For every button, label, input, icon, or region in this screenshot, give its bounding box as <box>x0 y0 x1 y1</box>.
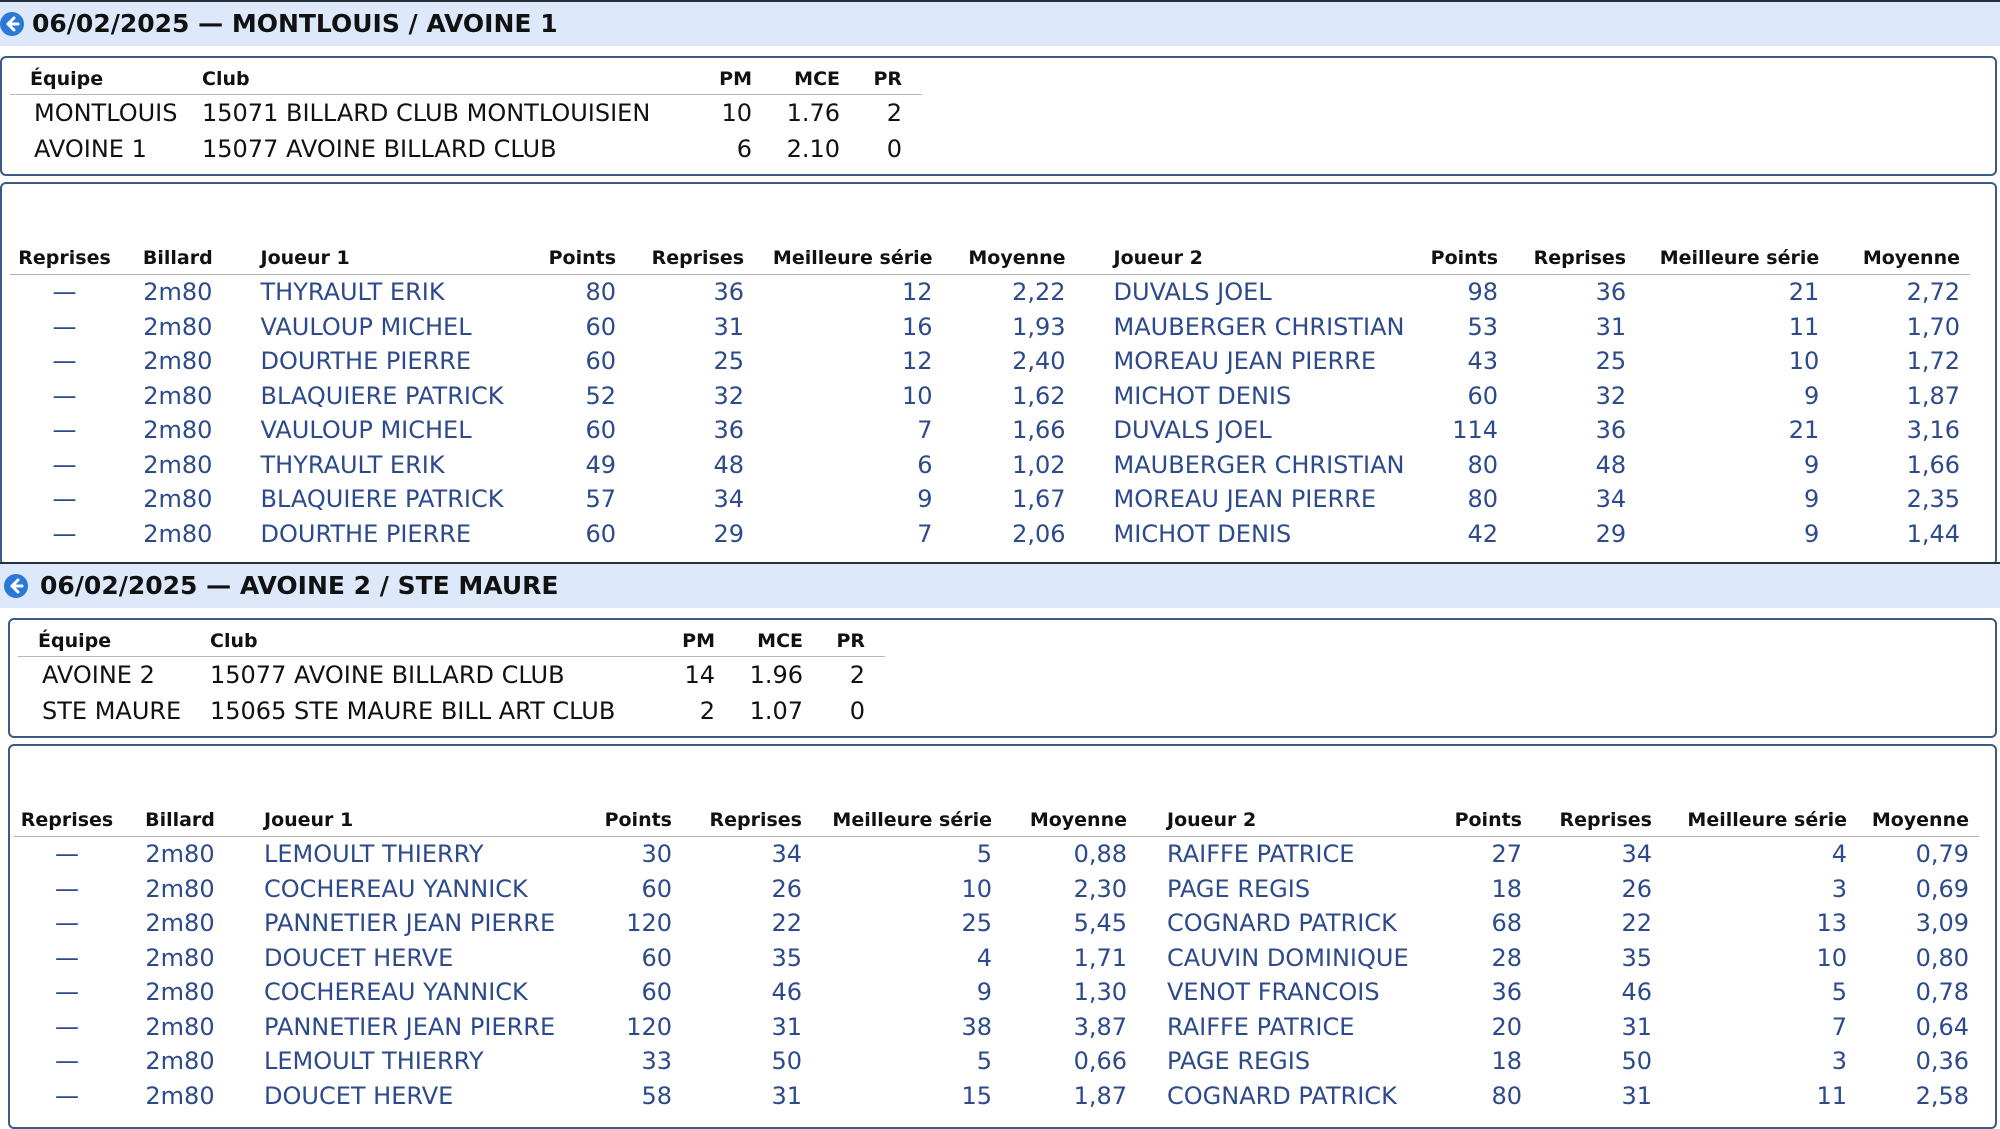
player2-serie: 7 <box>1831 1012 1847 1041</box>
player1-points: 60 <box>585 347 617 376</box>
back-arrow-icon[interactable] <box>0 12 24 36</box>
player2-serie: 10 <box>1788 347 1820 376</box>
col-header-billard: Billard <box>119 242 236 275</box>
team-club: 15071 BILLARD CLUB MONTLOUISIEN <box>202 99 651 127</box>
col-header-equipe: Équipe <box>10 64 202 95</box>
team-club: 15065 STE MAURE BILL ART CLUB <box>210 697 616 725</box>
player2-serie: 21 <box>1788 416 1820 445</box>
player1-reprises: 31 <box>771 1081 802 1110</box>
player2-moyenne: 1,87 <box>1906 381 1960 410</box>
player1-points: 33 <box>641 1047 672 1076</box>
player1-points: 57 <box>585 485 617 514</box>
player1-serie: 15 <box>961 1081 992 1110</box>
match-title: 06/02/2025 — MONTLOUIS / AVOINE 1 <box>32 9 558 38</box>
player1-reprises: 34 <box>713 485 745 514</box>
player1-link[interactable]: THYRAULT ERIK <box>260 278 445 307</box>
col-header-reprises2: Reprises <box>1498 242 1626 275</box>
player2-moyenne: 3,16 <box>1906 416 1960 445</box>
player1-reprises: 31 <box>771 1012 802 1041</box>
player2-moyenne: 1,72 <box>1906 347 1960 376</box>
player2-serie: 3 <box>1831 874 1847 903</box>
game-billard: 2m80 <box>145 909 215 938</box>
player2-serie: 11 <box>1788 312 1820 341</box>
game-row <box>14 837 1979 872</box>
player2-points: 42 <box>1467 519 1499 548</box>
player1-reprises: 22 <box>771 909 802 938</box>
col-header-reprises1: Reprises <box>672 804 802 837</box>
player2-moyenne: 3,09 <box>1915 909 1969 938</box>
player1-points: 30 <box>641 840 672 869</box>
col-header-points2: Points <box>1405 242 1499 275</box>
player2-serie: 10 <box>1816 943 1847 972</box>
team-name: MONTLOUIS <box>34 99 178 127</box>
player2-points: 43 <box>1467 347 1499 376</box>
col-header-pr: PR <box>852 64 922 95</box>
game-row <box>10 413 1970 448</box>
player2-points: 53 <box>1467 312 1499 341</box>
game-billard: 2m80 <box>143 485 213 514</box>
player2-serie: 9 <box>1804 485 1820 514</box>
team-row <box>10 131 922 167</box>
player2-serie: 9 <box>1804 519 1820 548</box>
team-club: 15077 AVOINE BILLARD CLUB <box>210 661 565 689</box>
player1-moyenne: 1,67 <box>1012 485 1066 514</box>
player2-moyenne: 0,64 <box>1915 1012 1969 1041</box>
game-billard: 2m80 <box>143 347 213 376</box>
player2-reprises: 50 <box>1621 1047 1652 1076</box>
game-reprises: — <box>55 978 79 1007</box>
col-header-points1: Points <box>580 804 672 837</box>
player2-points: 114 <box>1452 416 1499 445</box>
game-reprises: — <box>55 909 79 938</box>
game-row <box>14 1010 1979 1045</box>
player2-link[interactable]: RAIFFE PATRICE <box>1167 840 1355 869</box>
team-name: STE MAURE <box>42 697 182 725</box>
player2-reprises: 31 <box>1621 1012 1652 1041</box>
game-row <box>10 482 1970 517</box>
game-reprises: — <box>52 312 77 341</box>
teams-table <box>10 64 922 167</box>
game-reprises: — <box>55 840 79 869</box>
player2-reprises: 31 <box>1621 1081 1652 1110</box>
player1-reprises: 34 <box>771 840 802 869</box>
game-billard: 2m80 <box>143 381 213 410</box>
player1-reprises: 29 <box>713 519 745 548</box>
player2-points: 80 <box>1467 450 1499 479</box>
col-header-reprises2: Reprises <box>1522 804 1652 837</box>
col-header-pm: PM <box>660 626 715 657</box>
player1-points: 60 <box>585 312 617 341</box>
game-reprises: — <box>52 519 77 548</box>
player1-link[interactable]: LEMOULT THIERRY <box>264 1047 484 1076</box>
player1-serie: 9 <box>976 978 992 1007</box>
player2-link[interactable]: MOREAU JEAN PIERRE <box>1113 485 1377 514</box>
game-row <box>10 379 1970 414</box>
player2-reprises: 35 <box>1621 943 1652 972</box>
player1-link[interactable]: BLAQUIERE PATRICK <box>260 485 504 514</box>
col-header-club: Club <box>210 626 660 657</box>
col-header-reprises: Reprises <box>10 242 119 275</box>
col-header-points2: Points <box>1427 804 1522 837</box>
game-reprises: — <box>55 1047 79 1076</box>
player2-serie: 9 <box>1804 381 1820 410</box>
player1-moyenne: 2,06 <box>1012 519 1066 548</box>
player1-link[interactable]: DOUCET HERVE <box>264 1081 454 1110</box>
col-header-pr: PR <box>815 626 885 657</box>
player2-points: 80 <box>1467 485 1499 514</box>
player2-reprises: 46 <box>1621 978 1652 1007</box>
games-table <box>14 804 1979 1113</box>
col-header-club: Club <box>202 64 692 95</box>
player1-moyenne: 3,87 <box>1073 1012 1127 1041</box>
player1-link[interactable]: DOUCET HERVE <box>264 943 454 972</box>
back-arrow-icon[interactable] <box>4 574 28 598</box>
player1-link[interactable]: VAULOUP MICHEL <box>260 416 472 445</box>
game-reprises: — <box>55 874 79 903</box>
player2-reprises: 31 <box>1595 312 1627 341</box>
player2-reprises: 36 <box>1595 278 1627 307</box>
game-row <box>14 975 1979 1010</box>
col-header-joueur1: Joueur 1 <box>240 804 580 837</box>
game-billard: 2m80 <box>145 1012 215 1041</box>
game-row <box>14 941 1979 976</box>
player1-reprises: 31 <box>713 312 745 341</box>
player2-link[interactable]: CAUVIN DOMINIQUE <box>1167 943 1409 972</box>
games-table <box>10 242 1970 551</box>
player1-link[interactable]: PANNETIER JEAN PIERRE <box>264 1012 556 1041</box>
player2-moyenne: 1,66 <box>1906 450 1960 479</box>
team-row <box>18 657 885 694</box>
col-header-equipe: Équipe <box>18 626 210 657</box>
col-header-moyenne1: Moyenne <box>992 804 1127 837</box>
player1-moyenne: 0,88 <box>1073 840 1127 869</box>
game-billard: 2m80 <box>145 978 215 1007</box>
player1-moyenne: 1,87 <box>1073 1081 1127 1110</box>
team-name: AVOINE 1 <box>34 135 147 163</box>
player1-serie: 10 <box>901 381 933 410</box>
col-header-mce: MCE <box>715 626 815 657</box>
player2-link[interactable]: MAUBERGER CHRISTIAN <box>1113 312 1405 341</box>
col-header-reprises1: Reprises <box>616 242 744 275</box>
col-header-serie2: Meilleure série <box>1626 242 1819 275</box>
game-billard: 2m80 <box>143 519 213 548</box>
team-pr: 2 <box>849 661 865 689</box>
col-header-billard: Billard <box>120 804 240 837</box>
player2-serie: 13 <box>1816 909 1847 938</box>
game-billard: 2m80 <box>143 450 213 479</box>
team-mce: 1.76 <box>786 99 840 127</box>
player2-moyenne: 1,70 <box>1906 312 1960 341</box>
player2-reprises: 36 <box>1595 416 1627 445</box>
player2-moyenne: 2,72 <box>1906 278 1960 307</box>
player1-link[interactable]: DOURTHE PIERRE <box>260 347 472 376</box>
player1-moyenne: 1,66 <box>1012 416 1066 445</box>
player2-reprises: 34 <box>1595 485 1627 514</box>
match-title: 06/02/2025 — AVOINE 2 / STE MAURE <box>40 571 559 600</box>
player1-points: 60 <box>585 519 617 548</box>
player2-points: 27 <box>1491 840 1522 869</box>
player1-points: 120 <box>626 909 672 938</box>
player1-reprises: 25 <box>713 347 745 376</box>
player2-points: 28 <box>1491 943 1522 972</box>
player1-serie: 4 <box>976 943 992 972</box>
player1-reprises: 32 <box>713 381 745 410</box>
player1-serie: 6 <box>917 450 933 479</box>
game-reprises: — <box>52 278 77 307</box>
col-header-serie1: Meilleure série <box>802 804 992 837</box>
player2-reprises: 25 <box>1595 347 1627 376</box>
player2-points: 20 <box>1491 1012 1522 1041</box>
game-billard: 2m80 <box>145 1081 215 1110</box>
player2-points: 36 <box>1491 978 1522 1007</box>
player1-reprises: 50 <box>771 1047 802 1076</box>
player1-link[interactable]: VAULOUP MICHEL <box>260 312 472 341</box>
player1-points: 49 <box>585 450 617 479</box>
player1-serie: 16 <box>901 312 933 341</box>
team-row <box>18 693 885 729</box>
player1-moyenne: 1,62 <box>1012 381 1066 410</box>
col-header-joueur2: Joueur 2 <box>1066 242 1405 275</box>
match-header <box>0 562 2000 608</box>
game-billard: 2m80 <box>145 943 215 972</box>
game-reprises: — <box>52 450 77 479</box>
player1-serie: 9 <box>917 485 933 514</box>
col-header-reprises: Reprises <box>14 804 120 837</box>
player2-link[interactable]: PAGE REGIS <box>1167 1047 1311 1076</box>
col-header-moyenne1: Moyenne <box>933 242 1066 275</box>
player1-serie: 7 <box>917 519 933 548</box>
player1-serie: 12 <box>901 278 933 307</box>
player2-points: 98 <box>1467 278 1499 307</box>
player2-link[interactable]: DUVALS JOEL <box>1113 416 1272 445</box>
player1-serie: 5 <box>976 1047 992 1076</box>
player2-moyenne: 0,79 <box>1915 840 1969 869</box>
player2-link[interactable]: DUVALS JOEL <box>1113 278 1272 307</box>
player1-link[interactable]: PANNETIER JEAN PIERRE <box>264 909 556 938</box>
game-billard: 2m80 <box>143 312 213 341</box>
team-pm: 2 <box>699 697 715 725</box>
player1-moyenne: 2,40 <box>1012 347 1066 376</box>
player1-moyenne: 5,45 <box>1073 909 1127 938</box>
col-header-joueur1: Joueur 1 <box>237 242 526 275</box>
player1-serie: 38 <box>961 1012 992 1041</box>
player1-moyenne: 2,22 <box>1012 278 1066 307</box>
player2-reprises: 32 <box>1595 381 1627 410</box>
game-billard: 2m80 <box>145 1047 215 1076</box>
team-pm: 10 <box>721 99 752 127</box>
game-row <box>14 1079 1979 1114</box>
player1-points: 52 <box>585 381 617 410</box>
player2-points: 60 <box>1467 381 1499 410</box>
col-header-points1: Points <box>525 242 616 275</box>
player1-link[interactable]: BLAQUIERE PATRICK <box>260 381 504 410</box>
games-panel <box>0 182 1997 566</box>
player1-reprises: 46 <box>771 978 802 1007</box>
player1-points: 60 <box>585 416 617 445</box>
team-name: AVOINE 2 <box>42 661 155 689</box>
team-row <box>10 95 922 132</box>
col-header-joueur2: Joueur 2 <box>1127 804 1427 837</box>
player1-moyenne: 1,30 <box>1073 978 1127 1007</box>
team-mce: 1.96 <box>749 661 803 689</box>
player1-reprises: 36 <box>713 278 745 307</box>
player1-points: 120 <box>626 1012 672 1041</box>
player1-serie: 12 <box>901 347 933 376</box>
player1-serie: 25 <box>961 909 992 938</box>
player1-points: 60 <box>641 874 672 903</box>
player2-moyenne: 0,78 <box>1915 978 1969 1007</box>
col-header-moyenne2: Moyenne <box>1819 242 1970 275</box>
player1-link[interactable]: THYRAULT ERIK <box>260 450 445 479</box>
player1-link[interactable]: DOURTHE PIERRE <box>260 519 472 548</box>
player2-reprises: 26 <box>1621 874 1652 903</box>
player1-moyenne: 1,71 <box>1073 943 1127 972</box>
player2-link[interactable]: MICHOT DENIS <box>1113 519 1292 548</box>
player1-reprises: 35 <box>771 943 802 972</box>
teams-panel <box>0 56 1997 176</box>
player2-reprises: 22 <box>1621 909 1652 938</box>
player2-link[interactable]: VENOT FRANCOIS <box>1167 978 1380 1007</box>
player1-link[interactable]: COCHEREAU YANNICK <box>264 978 528 1007</box>
player2-link[interactable]: PAGE REGIS <box>1167 874 1311 903</box>
col-header-moyenne2: Moyenne <box>1847 804 1979 837</box>
team-pr: 0 <box>849 697 865 725</box>
game-reprises: — <box>52 416 77 445</box>
match-header <box>0 0 2000 46</box>
game-row <box>10 448 1970 483</box>
player2-moyenne: 2,58 <box>1915 1081 1969 1110</box>
game-reprises: — <box>55 943 79 972</box>
player2-moyenne: 0,69 <box>1915 874 1969 903</box>
player1-moyenne: 1,02 <box>1012 450 1066 479</box>
player1-points: 60 <box>641 943 672 972</box>
team-pr: 2 <box>886 99 902 127</box>
player1-points: 58 <box>641 1081 672 1110</box>
game-reprises: — <box>55 1081 79 1110</box>
col-header-serie2: Meilleure série <box>1652 804 1847 837</box>
player1-reprises: 36 <box>713 416 745 445</box>
player2-moyenne: 0,80 <box>1915 943 1969 972</box>
player2-points: 18 <box>1491 1047 1522 1076</box>
player1-moyenne: 2,30 <box>1073 874 1127 903</box>
player2-points: 18 <box>1491 874 1522 903</box>
player2-serie: 5 <box>1831 978 1847 1007</box>
player2-link[interactable]: MICHOT DENIS <box>1113 381 1292 410</box>
player2-reprises: 48 <box>1595 450 1627 479</box>
game-row <box>14 906 1979 941</box>
team-pm: 14 <box>684 661 715 689</box>
teams-panel <box>8 618 1997 738</box>
team-mce: 1.07 <box>749 697 803 725</box>
player2-reprises: 34 <box>1621 840 1652 869</box>
game-row <box>14 872 1979 907</box>
game-reprises: — <box>55 1012 79 1041</box>
player2-link[interactable]: COGNARD PATRICK <box>1167 909 1397 938</box>
player2-points: 80 <box>1491 1081 1522 1110</box>
game-reprises: — <box>52 381 77 410</box>
games-panel <box>8 744 1997 1129</box>
player1-points: 60 <box>641 978 672 1007</box>
player1-moyenne: 1,93 <box>1012 312 1066 341</box>
team-pr: 0 <box>886 135 902 163</box>
player2-moyenne: 0,36 <box>1915 1047 1969 1076</box>
player2-serie: 11 <box>1816 1081 1847 1110</box>
game-row <box>14 1044 1979 1079</box>
player1-serie: 10 <box>961 874 992 903</box>
player2-serie: 9 <box>1804 450 1820 479</box>
player2-reprises: 29 <box>1595 519 1627 548</box>
player2-points: 68 <box>1491 909 1522 938</box>
player1-serie: 5 <box>976 840 992 869</box>
player2-link[interactable]: COGNARD PATRICK <box>1167 1081 1397 1110</box>
teams-table <box>18 626 885 729</box>
player2-moyenne: 1,44 <box>1906 519 1960 548</box>
player2-moyenne: 2,35 <box>1906 485 1960 514</box>
player1-reprises: 48 <box>713 450 745 479</box>
col-header-mce: MCE <box>752 64 852 95</box>
team-pm: 6 <box>736 135 752 163</box>
game-row <box>10 275 1970 310</box>
player1-link[interactable]: COCHEREAU YANNICK <box>264 874 528 903</box>
player1-link[interactable]: LEMOULT THIERRY <box>264 840 484 869</box>
game-row <box>10 517 1970 552</box>
player2-serie: 21 <box>1788 278 1820 307</box>
player1-points: 80 <box>585 278 617 307</box>
player2-link[interactable]: RAIFFE PATRICE <box>1167 1012 1355 1041</box>
team-mce: 2.10 <box>786 135 840 163</box>
player1-moyenne: 0,66 <box>1073 1047 1127 1076</box>
player1-reprises: 26 <box>771 874 802 903</box>
game-billard: 2m80 <box>143 278 213 307</box>
game-billard: 2m80 <box>145 874 215 903</box>
game-reprises: — <box>52 485 77 514</box>
game-reprises: — <box>52 347 77 376</box>
player1-serie: 7 <box>917 416 933 445</box>
game-billard: 2m80 <box>143 416 213 445</box>
player2-serie: 3 <box>1831 1047 1847 1076</box>
player2-link[interactable]: MOREAU JEAN PIERRE <box>1113 347 1377 376</box>
player2-serie: 4 <box>1831 840 1847 869</box>
game-row <box>10 344 1970 379</box>
col-header-serie1: Meilleure série <box>744 242 932 275</box>
game-billard: 2m80 <box>145 840 215 869</box>
game-row <box>10 310 1970 345</box>
col-header-pm: PM <box>692 64 752 95</box>
team-club: 15077 AVOINE BILLARD CLUB <box>202 135 557 163</box>
player2-link[interactable]: MAUBERGER CHRISTIAN <box>1113 450 1405 479</box>
